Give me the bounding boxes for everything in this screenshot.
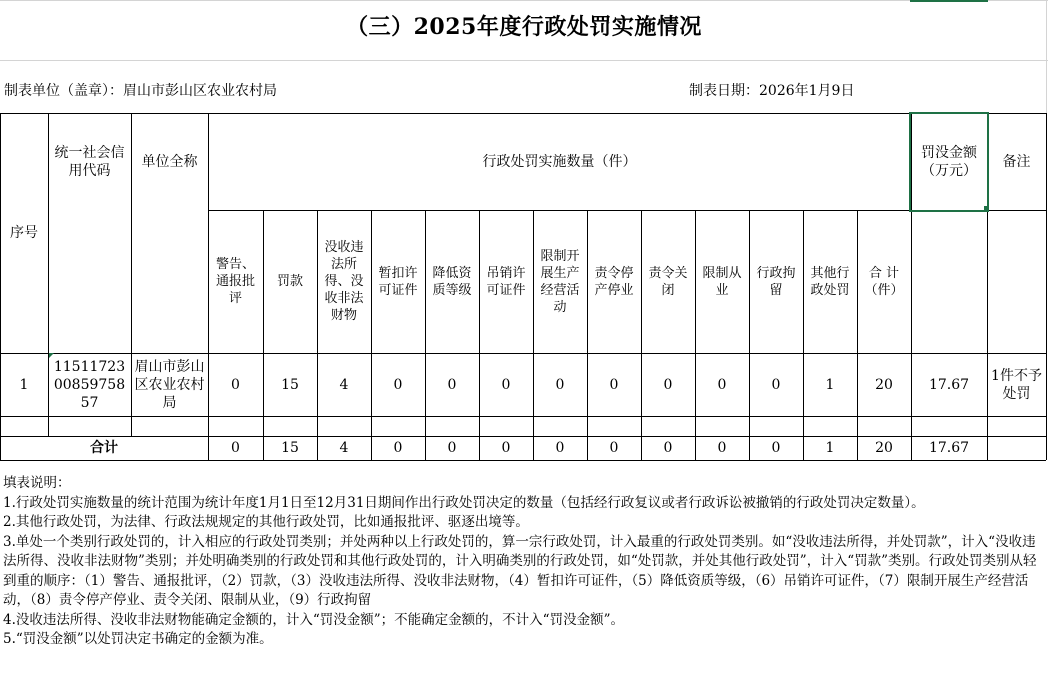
total-label: 合计 — [90, 440, 118, 456]
row-seq: 1 — [19, 376, 29, 393]
note-item: 4.没收违法所得、没收非法财物能确定金额的，计入“罚没金额”；不能确定金额的，不计入“罚没金额”。 — [3, 611, 624, 628]
total-count-cell: 0 — [609, 440, 619, 456]
total-count-cell: 0 — [231, 440, 240, 456]
note-item: 1.行政处罚实施数量的统计范围为统计年度1月1日至12月31日期间作出行政处罚决定的数量（包括经行政复议或者行政诉讼被撤销的行政处罚决定数量）。 — [3, 494, 925, 511]
subheader-category: 其他行政处罚 — [810, 265, 850, 298]
note-item: 2.其他行政处罚，为法律、行政法规规定的其他行政处罚，比如通报批评、驱逐出境等。 — [3, 514, 529, 530]
subheader-category: 吊销许可证件 — [486, 265, 526, 298]
row-count-cell: 20 — [875, 376, 893, 393]
table-border — [131, 113, 132, 436]
total-count-cell: 0 — [447, 440, 457, 456]
table-border — [749, 210, 750, 460]
total-count-cell: 20 — [875, 440, 893, 456]
row-unit-name: 眉山市彭山区农业农村局 — [134, 358, 205, 411]
table-border — [803, 210, 804, 460]
selected-cell-outline[interactable] — [909, 112, 989, 212]
row-count-cell: 4 — [339, 376, 349, 393]
subheader-category: 罚款 — [276, 274, 303, 289]
subheader-category: 降低资质等级 — [432, 265, 472, 298]
fill-handle[interactable] — [984, 206, 989, 211]
table-border — [1046, 113, 1047, 460]
page-title: （三）2025年度行政处罚实施情况 — [346, 14, 702, 40]
active-column-indicator — [910, 0, 988, 2]
table-border — [371, 210, 372, 460]
total-count-cell: 15 — [281, 440, 299, 456]
row-count-cell: 0 — [231, 376, 240, 393]
total-fine-amount: 17.67 — [928, 440, 970, 456]
note-item: 3.单处一个类别行政处罚的，计入相应的行政处罚类别；并处两种以上行政处罚的，算一宗行政处罚，计入最重的行政处罚类别。如“没收违法所得，并处罚款”，计入“没收违法所得、没收非法财物”类别；并处明确类别的行政处罚和其他行政处罚的，计入明确类别的行政处罚，如“处罚款，并处其他行政处罚”，计入“罚款”类别。行政处罚类别从轻到重的顺序：（1）警告、通报批评，（2）罚款，（3）没收违法所得、没收非法财物，（4）暂扣许可证件，（5）降低资质等级，（6）吊销许可证件，（7）限制开展生产经营活动，（8）责令停产停业、责令关闭、限制从业，（9）行政拘留 — [3, 533, 1037, 608]
note-item: 5.“罚没金额”以处罚决定书确定的金额为准。 — [3, 631, 273, 647]
total-count-cell: 0 — [393, 440, 403, 456]
table-border — [641, 210, 642, 460]
row-fine-amount: 17.67 — [928, 376, 970, 393]
table-border — [208, 113, 209, 460]
row-count-cell: 0 — [555, 376, 565, 393]
table-border — [317, 210, 318, 460]
row-count-cell: 0 — [393, 376, 403, 393]
total-count-cell: 0 — [663, 440, 673, 456]
row-count-cell: 0 — [717, 376, 727, 393]
total-count-cell: 0 — [555, 440, 565, 456]
row-credit-code: 115117230085975857 — [53, 358, 126, 411]
row-count-cell: 0 — [609, 376, 619, 393]
row-count-cell: 15 — [281, 376, 299, 393]
subheader-category: 警告、通报批评 — [215, 257, 255, 306]
row-count-cell: 0 — [447, 376, 457, 393]
table-border — [987, 210, 1046, 211]
subheader-category: 限制从业 — [702, 265, 742, 298]
notes-heading: 填表说明： — [3, 475, 71, 491]
header-fine-amount: 罚没金额（万元） — [921, 144, 977, 179]
table-border — [479, 210, 480, 460]
header-unit-name: 单位全称 — [141, 153, 198, 170]
header-remarks: 备注 — [1002, 153, 1031, 170]
notes-section — [3, 474, 1043, 650]
compiling-unit: 制表单位（盖章）：眉山市彭山区农业农村局 — [4, 83, 277, 99]
cell-note-marker — [49, 353, 54, 358]
table-border — [695, 210, 696, 460]
subheader-category: 限制开展生产经营活动 — [540, 248, 580, 315]
table-border — [425, 210, 426, 460]
subheader-category: 合 计（件） — [864, 265, 904, 298]
row-count-cell: 0 — [771, 376, 781, 393]
total-count-cell: 0 — [501, 440, 511, 456]
total-count-cell: 0 — [771, 440, 781, 456]
table-border — [587, 210, 588, 460]
table-border — [263, 210, 264, 460]
compiling-date: 制表日期：2026年1月9日 — [689, 83, 855, 99]
table-border — [0, 113, 1, 460]
header-credit-code: 统一社会信用代码 — [54, 144, 125, 179]
header-penalty-count: 行政处罚实施数量（件） — [482, 153, 637, 170]
row-count-cell: 0 — [663, 376, 673, 393]
table-border — [857, 210, 858, 460]
row-remarks: 1件不予处罚 — [991, 367, 1042, 402]
subheader-category: 暂扣许可证件 — [378, 265, 418, 298]
total-count-cell: 0 — [717, 440, 727, 456]
header-seq: 序号 — [10, 225, 38, 241]
subheader-category: 责令关闭 — [648, 265, 688, 298]
total-count-cell: 4 — [339, 440, 349, 456]
subheader-category: 行政拘留 — [756, 265, 796, 298]
table-border — [48, 113, 49, 436]
row-count-cell: 1 — [825, 376, 835, 393]
total-count-cell: 1 — [825, 440, 835, 456]
subheader-category: 没收违法所得、没收非法财物 — [324, 240, 364, 323]
subheader-category: 责令停产停业 — [594, 265, 634, 298]
table-border — [0, 416, 1046, 417]
row-count-cell: 0 — [501, 376, 511, 393]
table-border-bottom — [0, 460, 1046, 461]
table-border — [533, 210, 534, 460]
